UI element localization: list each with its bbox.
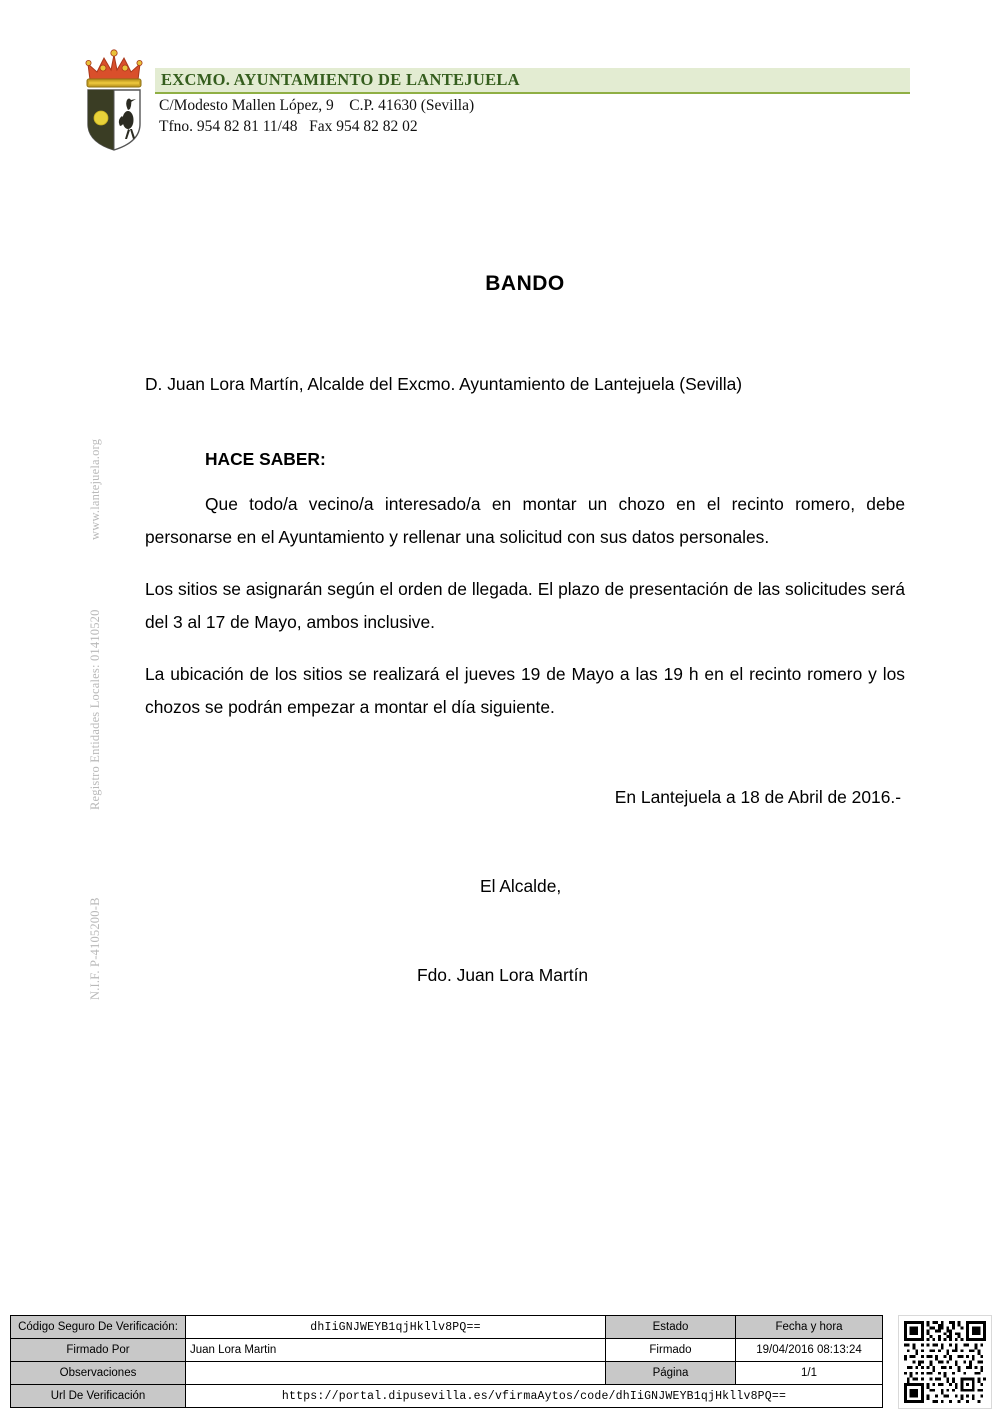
- verification-table: [10, 1315, 883, 1408]
- address-line-2: Tfno. 954 82 81 11/48 Fax 954 82 82 02: [159, 118, 418, 135]
- organization-name: EXCMO. AYUNTAMIENTO DE LANTEJUELA: [161, 70, 520, 89]
- value-page: 1/1: [736, 1362, 883, 1385]
- label-verification-code: Código Seguro De Verificación:: [11, 1316, 186, 1339]
- address-line-1: C/Modesto Mallen López, 9 C.P. 41630 (Sevilla): [159, 97, 475, 114]
- side-note-nif: N.I.F. P-4105200-B: [88, 897, 102, 1000]
- document-paragraph-2: Los sitios se asignarán según el orden de llegada. El plazo de presentación de las solicitudes será del 3 al 17 de Mayo, ambos inclusive.: [145, 578, 905, 633]
- label-observations: Observaciones: [11, 1362, 186, 1385]
- label-page: Página: [606, 1362, 736, 1385]
- value-verification-code: dhIiGNJWEYB1qjHkllv8PQ==: [186, 1316, 606, 1339]
- label-datetime: Fecha y hora: [736, 1316, 883, 1339]
- label-verification-url: Url De Verificación: [11, 1385, 186, 1408]
- document-body: [145, 272, 905, 986]
- side-note-registry: Registro Entidades Locales: 01410520: [88, 609, 102, 810]
- table-row: [11, 1316, 883, 1339]
- place-and-date: En Lantejuela a 18 de Abril de 2016.-: [614, 786, 901, 807]
- document-paragraph-1: Que todo/a vecino/a interesado/a en montar un chozo en el recinto romero, debe personarse en el Ayuntamiento y rellenar una solicitud con sus datos personales.: [145, 494, 905, 548]
- label-signed-by: Firmado Por: [11, 1339, 186, 1362]
- value-verification-url: https://portal.dipusevilla.es/vfirmaAytos/code/dhIiGNJWEYB1qjHkllv8PQ==: [186, 1385, 883, 1408]
- side-note-website: www.lantejuela.org: [88, 438, 102, 540]
- signer-name: Fdo. Juan Lora Martín: [417, 964, 589, 985]
- value-state: Firmado: [606, 1339, 736, 1362]
- coat-of-arms-icon: [78, 46, 150, 154]
- letterhead: [0, 0, 1000, 160]
- organization-title-bar: [155, 68, 910, 94]
- table-row: [11, 1385, 883, 1408]
- table-row: [11, 1362, 883, 1385]
- value-observations: [186, 1362, 606, 1385]
- label-state: Estado: [606, 1316, 736, 1339]
- letterhead-text: [155, 68, 915, 136]
- value-datetime: 19/04/2016 08:13:24: [736, 1339, 883, 1362]
- qr-code-icon: [898, 1315, 992, 1409]
- page-title: BANDO: [485, 272, 565, 295]
- document-paragraph-3: La ubicación de los sitios se realizará el jueves 19 de Mayo a las 19 h en el recinto romero y los chozos se podrán empezar a montar el día siguiente.: [145, 663, 905, 718]
- document-intro-line: D. Juan Lora Martín, Alcalde del Excmo. Ayuntamiento de Lantejuela (Sevilla): [145, 374, 743, 394]
- signer-role: El Alcalde,: [480, 875, 562, 896]
- value-signed-by: Juan Lora Martin: [186, 1339, 606, 1362]
- table-row: [11, 1339, 883, 1362]
- declaration-heading: HACE SABER:: [205, 449, 326, 470]
